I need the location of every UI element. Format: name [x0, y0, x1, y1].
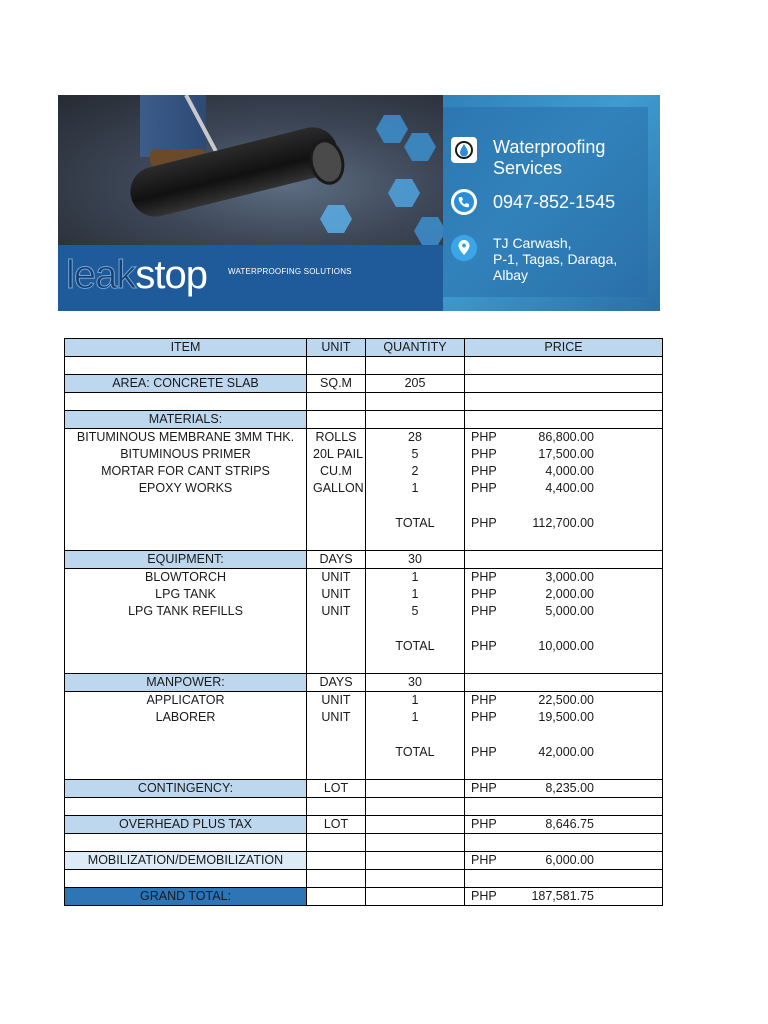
materials-total: PHP 112,700.00 [465, 515, 663, 532]
table-row [65, 429, 663, 447]
materials-header-row [65, 411, 663, 429]
phone-row [451, 189, 615, 215]
table-row [65, 446, 663, 463]
address-row [451, 235, 617, 283]
equipment-unit: DAYS [307, 551, 366, 569]
logo-strip [58, 245, 443, 311]
header-unit: UNIT [307, 339, 366, 357]
table-row [65, 480, 663, 497]
phone-icon [451, 189, 477, 215]
total-label: TOTAL [366, 744, 465, 761]
spacer-row [65, 357, 663, 375]
contingency-label: CONTINGENCY: [65, 780, 307, 798]
total-label: TOTAL [366, 638, 465, 655]
row-price: PHP 4,400.00 [465, 480, 663, 497]
address-line-3: Albay [493, 267, 529, 283]
row-item: APPLICATOR [65, 692, 307, 710]
row-item: LPG TANK [65, 586, 307, 603]
row-price: PHP 3,000.00 [465, 569, 663, 587]
equipment-header-row [65, 551, 663, 569]
manpower-header-row [65, 674, 663, 692]
table-row [65, 586, 663, 603]
row-quantity: 1 [366, 692, 465, 710]
service-name: Waterproofing Services [493, 137, 606, 178]
spacer-row [65, 870, 663, 888]
row-quantity: 1 [366, 586, 465, 603]
quotation-table [64, 338, 663, 906]
equipment-days: 30 [366, 551, 465, 569]
row-price: PHP 4,000.00 [465, 463, 663, 480]
contingency-unit: LOT [307, 780, 366, 798]
equipment-total: PHP 10,000.00 [465, 638, 663, 655]
row-quantity: 28 [366, 429, 465, 447]
company-banner [58, 95, 660, 311]
phone-number: 0947-852-1545 [493, 192, 616, 212]
company-tagline: WATERPROOFING SOLUTIONS [228, 267, 352, 276]
total-label: TOTAL [366, 515, 465, 532]
spacer-row [65, 532, 663, 551]
table-row [65, 463, 663, 480]
equipment-total-row [65, 638, 663, 655]
manpower-days: 30 [366, 674, 465, 692]
row-quantity: 5 [366, 603, 465, 620]
overhead-unit: LOT [307, 816, 366, 834]
row-quantity: 2 [366, 463, 465, 480]
worker-illustration [140, 95, 206, 157]
mobilization-row [65, 852, 663, 870]
overhead-label: OVERHEAD PLUS TAX [65, 816, 307, 834]
manpower-unit: DAYS [307, 674, 366, 692]
table-row [65, 603, 663, 620]
materials-total-row [65, 515, 663, 532]
area-quantity: 205 [366, 375, 465, 393]
row-unit: GALLON [307, 480, 366, 497]
row-unit: CU.M [307, 463, 366, 480]
row-unit: UNIT [307, 569, 366, 587]
spacer-row [65, 393, 663, 411]
header-price: PRICE [465, 339, 663, 357]
address-line-1: TJ Carwash, [493, 235, 572, 251]
address-line-2: P-1, Tagas, Daraga, [493, 251, 618, 267]
row-item: BITUMINOUS PRIMER [65, 446, 307, 463]
spacer-row [65, 726, 663, 744]
grand-total-row [65, 888, 663, 906]
table-row [65, 569, 663, 587]
materials-label: MATERIALS: [65, 411, 307, 429]
row-price: PHP 17,500.00 [465, 446, 663, 463]
row-item: BLOWTORCH [65, 569, 307, 587]
contact-panel [443, 107, 648, 297]
table-header-row [65, 339, 663, 357]
row-price: PHP 5,000.00 [465, 603, 663, 620]
row-quantity: 1 [366, 709, 465, 726]
header-quantity: QUANTITY [366, 339, 465, 357]
spacer-row [65, 620, 663, 638]
mobilization-price: PHP 6,000.00 [465, 852, 663, 870]
spacer-row [65, 834, 663, 852]
table-row [65, 692, 663, 710]
service-row [451, 137, 643, 179]
company-logo: leakstop [66, 253, 207, 297]
overhead-price: PHP 8,646.75 [465, 816, 663, 834]
area-unit: SQ.M [307, 375, 366, 393]
row-price: PHP 22,500.00 [465, 692, 663, 710]
row-item: LPG TANK REFILLS [65, 603, 307, 620]
row-quantity: 1 [366, 480, 465, 497]
contingency-price: PHP 8,235.00 [465, 780, 663, 798]
overhead-row [65, 816, 663, 834]
row-price: PHP 86,800.00 [465, 429, 663, 447]
row-price: PHP 2,000.00 [465, 586, 663, 603]
location-pin-icon [451, 235, 477, 261]
manpower-total: PHP 42,000.00 [465, 744, 663, 761]
grand-total-label: GRAND TOTAL: [65, 888, 307, 906]
mobilization-label: MOBILIZATION/DEMOBILIZATION [65, 852, 307, 870]
spacer-row [65, 761, 663, 780]
table-row [65, 709, 663, 726]
spacer-row [65, 497, 663, 515]
manpower-total-row [65, 744, 663, 761]
row-quantity: 5 [366, 446, 465, 463]
row-quantity: 1 [366, 569, 465, 587]
row-item: EPOXY WORKS [65, 480, 307, 497]
row-item: LABORER [65, 709, 307, 726]
manpower-label: MANPOWER: [65, 674, 307, 692]
row-unit: UNIT [307, 586, 366, 603]
header-item: ITEM [65, 339, 307, 357]
row-unit: UNIT [307, 709, 366, 726]
grand-total-price: PHP 187,581.75 [465, 888, 663, 906]
row-item: MORTAR FOR CANT STRIPS [65, 463, 307, 480]
area-row [65, 375, 663, 393]
row-unit: 20L PAIL [307, 446, 366, 463]
row-unit: UNIT [307, 603, 366, 620]
contingency-row [65, 780, 663, 798]
row-item: BITUMINOUS MEMBRANE 3MM THK. [65, 429, 307, 447]
area-item: AREA: CONCRETE SLAB [65, 375, 307, 393]
address [493, 235, 617, 283]
spacer-row [65, 798, 663, 816]
row-unit: UNIT [307, 692, 366, 710]
spacer-row [65, 655, 663, 674]
equipment-label: EQUIPMENT: [65, 551, 307, 569]
water-drop-icon [451, 137, 477, 163]
row-price: PHP 19,500.00 [465, 709, 663, 726]
row-unit: ROLLS [307, 429, 366, 447]
